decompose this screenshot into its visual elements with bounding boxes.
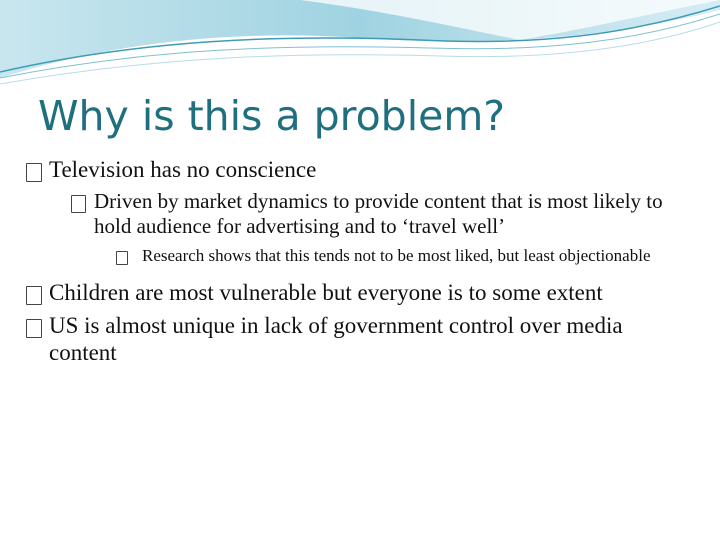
sub-sub-bullet-item [116,245,696,267]
sub-bullet-item [71,189,696,239]
bullet-text: Driven by market dynamics to provide content that is most likely to hold audience for advertising and to ‘travel well’ [94,189,663,238]
replacement-char-icon [26,317,42,344]
replacement-char-icon [26,284,42,311]
bullet-text: Television has no conscience [49,157,317,182]
bullet-item [26,312,696,366]
bullet-item [26,156,696,183]
bullet-item [26,279,696,306]
header-swoosh-graphic [0,0,720,90]
bullet-text: US is almost unique in lack of government control over media content [49,313,623,365]
replacement-char-icon [26,161,42,188]
bullet-text: Research shows that this tends not to be most liked, but least objectionable [142,246,651,265]
bullet-text: Children are most vulnerable but everyone is to some extent [49,280,603,305]
bullet-list [26,156,696,372]
replacement-char-icon [71,194,86,219]
replacement-char-icon [116,249,128,271]
slide-title: Why is this a problem? [38,92,506,140]
